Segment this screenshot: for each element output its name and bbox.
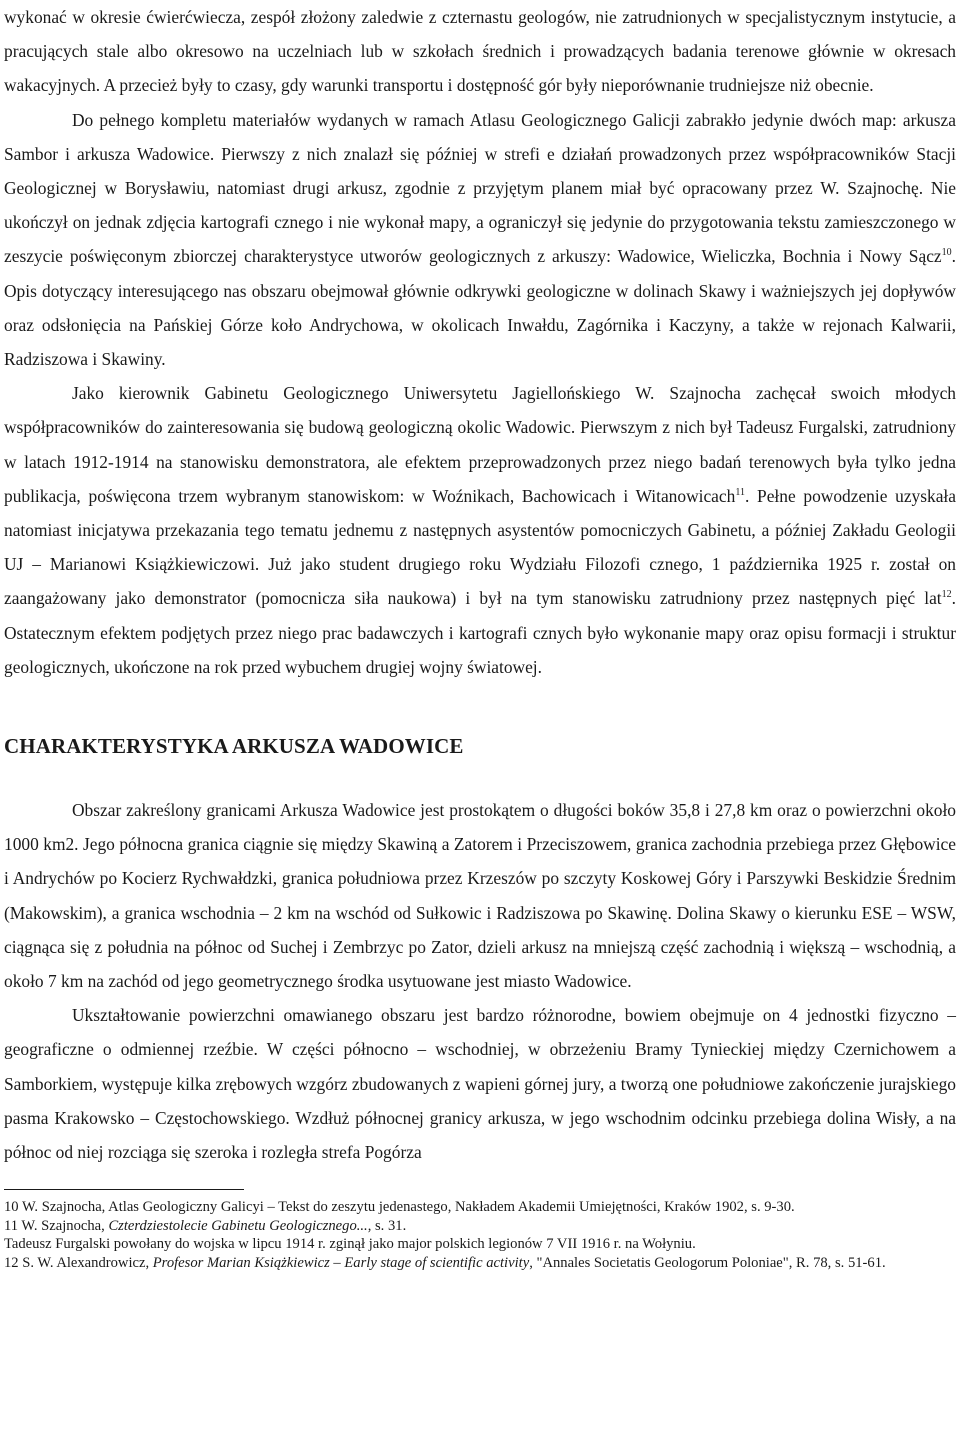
footnote-ref-12[interactable]: 12 (941, 589, 952, 601)
paragraph-5: Ukształtowanie powierzchni omawianego obszaru jest bardzo różnorodne, bowiem obejmuje on 4 jednostki fizyczno – geograficzne o odmiennej rzeźbie. W części północno – wschodniej, w obrzeżeniu Bramy Tynieckiej między Czernichowem a Samborkiem, występuje kilka zrębowych wzgórz zbudowanych z wapieni górnej jury, a tworzą one południowe zakończenie jurajskiego pasma Krakowsko – Częstochowskiego. Wzdłuż północnej granicy arkusza, w jego wschodnim odcinku przebiega dolina Wisły, a na północ od niej rozciąga się szeroka i rozległa strefa Pogórza (4, 1005, 956, 1163)
paragraph-3-text-c: . Ostatecznym efektem podjętych przez niego prac badawczych i kartografi cznych było wykonanie mapy oraz opisu formacji i struktur geologicznych, ukończone na rok przed wybuchem drugiej wojny światowej. (4, 588, 956, 677)
paragraph-2-text-b: . Opis dotyczący interesującego nas obszaru obejmował głównie odkrywki geologiczne w dolinach Skawy i ważniejszych jej dopływów oraz odsłonięcia na Pańskiej Górze koło Andrychowa, w okolicach Inwałdu, Zagórnika i Kaczyny, a także w rejonach Kalwarii, Radziszowa i Skawiny. (4, 246, 956, 370)
section-body (4, 793, 956, 1169)
paragraph-3-text-a: Jako kierownik Gabinetu Geologicznego Uniwersytetu Jagiellońskiego W. Szajnocha zachęcał swoich młodych współpracowników do zainteresowania się budową geologiczną okolic Wadowic. Pierwszym z nich był Tadeusz Furgalski, zatrudniony w latach 1912-1914 na stanowisku demonstratora, ale efektem przeprowadzonych przez niego badań terenowych była tylko jedna publikacja, poświęcona trzem wybranym stanowiskom: w Woźnikach, Bachowicach i Witanowicach (4, 383, 956, 506)
paragraph-1 (4, 0, 956, 103)
footnote-11-title: Czterdziestolecie Gabinetu Geologicznego... (108, 1217, 368, 1234)
paragraph-3 (4, 376, 956, 684)
footnote-12-title: Profesor Marian Książkiewicz – Early stage of scientific activity (152, 1255, 530, 1272)
body-text (4, 0, 956, 684)
footnote-11-note: Tadeusz Furgalski powołany do wojska w lipcu 1914 r. zginął jako major polskich legionów 7 VII 1916 r. na Wołyniu. (4, 1236, 696, 1253)
paragraph-1-text: wykonać w okresie ćwierćwiecza, zespół złożony zaledwie z czternastu geologów, nie zatrudnionych w specjalistycznym instytucie, a pracujących stale albo okresowo na uczelniach lub w szkołach średnich i prowadzących badania terenowe głównie w okresach wakacyjnych. A przecież były to czasy, gdy warunki transportu i dostępność gór były nieporównanie trudniejsze niż obecnie. (4, 7, 956, 96)
footnote-ref-10[interactable]: 10 (941, 247, 952, 259)
section-heading: CHARAKTERYSTYKA ARKUSZA WADOWICE (4, 734, 464, 759)
footnote-12 (4, 1254, 956, 1273)
footnote-11-text-b: , s. 31. (367, 1217, 407, 1234)
footnote-separator (4, 1189, 244, 1190)
footnotes (4, 1198, 956, 1272)
paragraph-3-text-b: . Pełne powodzenie uzyskała natomiast inicjatywa przekazania tego tematu jednemu z następnych asystentów pomocniczych Gabinetu, a później Zakładu Geologii UJ – Marianowi Książkiewiczowi. Już jako student drugiego roku Wydziału Filozofi cznego, 1 października 1925 r. został on zaangażowany jako demonstrator (pomocnicza siła naukowa) i był na tym stanowisku zatrudniony przez następnych pięć lat (4, 485, 956, 609)
paragraph-4: Obszar zakreślony granicami Arkusza Wadowice jest prostokątem o długości boków 35,8 i 27,8 km oraz o powierzchni około 1000 km2. Jego północna granica ciągnie się między Skawiną a Zatorem i Przeciszowem, granica zachodnia przebiega przez Głębowice i Andrychów po Kocierz Rychwałdzki, granica południowa przez Krzeszów po szczyty Koskowej Góry i Parszywki Beskidzie Średnim (Makowskim), a granica wschodnia – 2 km na wschód od Sułkowic i Radziszowa po Skawinę. Dolina Skawy o kierunku ESE – WSW, ciągnąca się z południa na północ od Suchej i Zembrzyc po Zator, dzieli arkusz na mniejszą część zachodnią i większą – wschodnią, a około 7 km na zachód od jego geometrycznego środka usytuowane jest miasto Wadowice. (4, 800, 956, 992)
footnote-11-text-a: 11 W. Szajnocha, (4, 1217, 109, 1234)
footnote-10: 10 W. Szajnocha, Atlas Geologiczny Galicyi – Tekst do zeszytu jedenastego, Nakładem Akademii Umiejętności, Kraków 1902, s. 9-30. (4, 1199, 795, 1216)
footnote-ref-11[interactable]: 11 (735, 486, 745, 498)
footnote-11 (4, 1217, 956, 1236)
footnote-12-text-a: 12 S. W. Alexandrowicz, (4, 1255, 153, 1272)
paragraph-2 (4, 103, 956, 377)
footnote-12-text-b: , "Annales Societatis Geologorum Poloniae", R. 78, s. 51-61. (529, 1255, 886, 1272)
paragraph-2-text-a: Do pełnego kompletu materiałów wydanych w ramach Atlasu Geologicznego Galicji zabrakło jedynie dwóch map: arkusza Sambor i arkusza Wadowice. Pierwszy z nich znalazł się później w strefi e działań prowadzonych przez współpracowników Stacji Geologicznej w Borysławiu, natomiast drugi arkusz, zgodnie z przyjętym planem miał być opracowany przez W. Szajnochę. Nie ukończył on jednak zdjęcia kartografi cznego i nie wykonał mapy, a ograniczył się jedynie do przygotowania tekstu zamieszczonego w zeszycie poświęconym zbiorczej charakterystyce utworów geologicznych z arkuszy: Wadowice, Wieliczka, Bochnia i Nowy Sącz (4, 109, 956, 267)
